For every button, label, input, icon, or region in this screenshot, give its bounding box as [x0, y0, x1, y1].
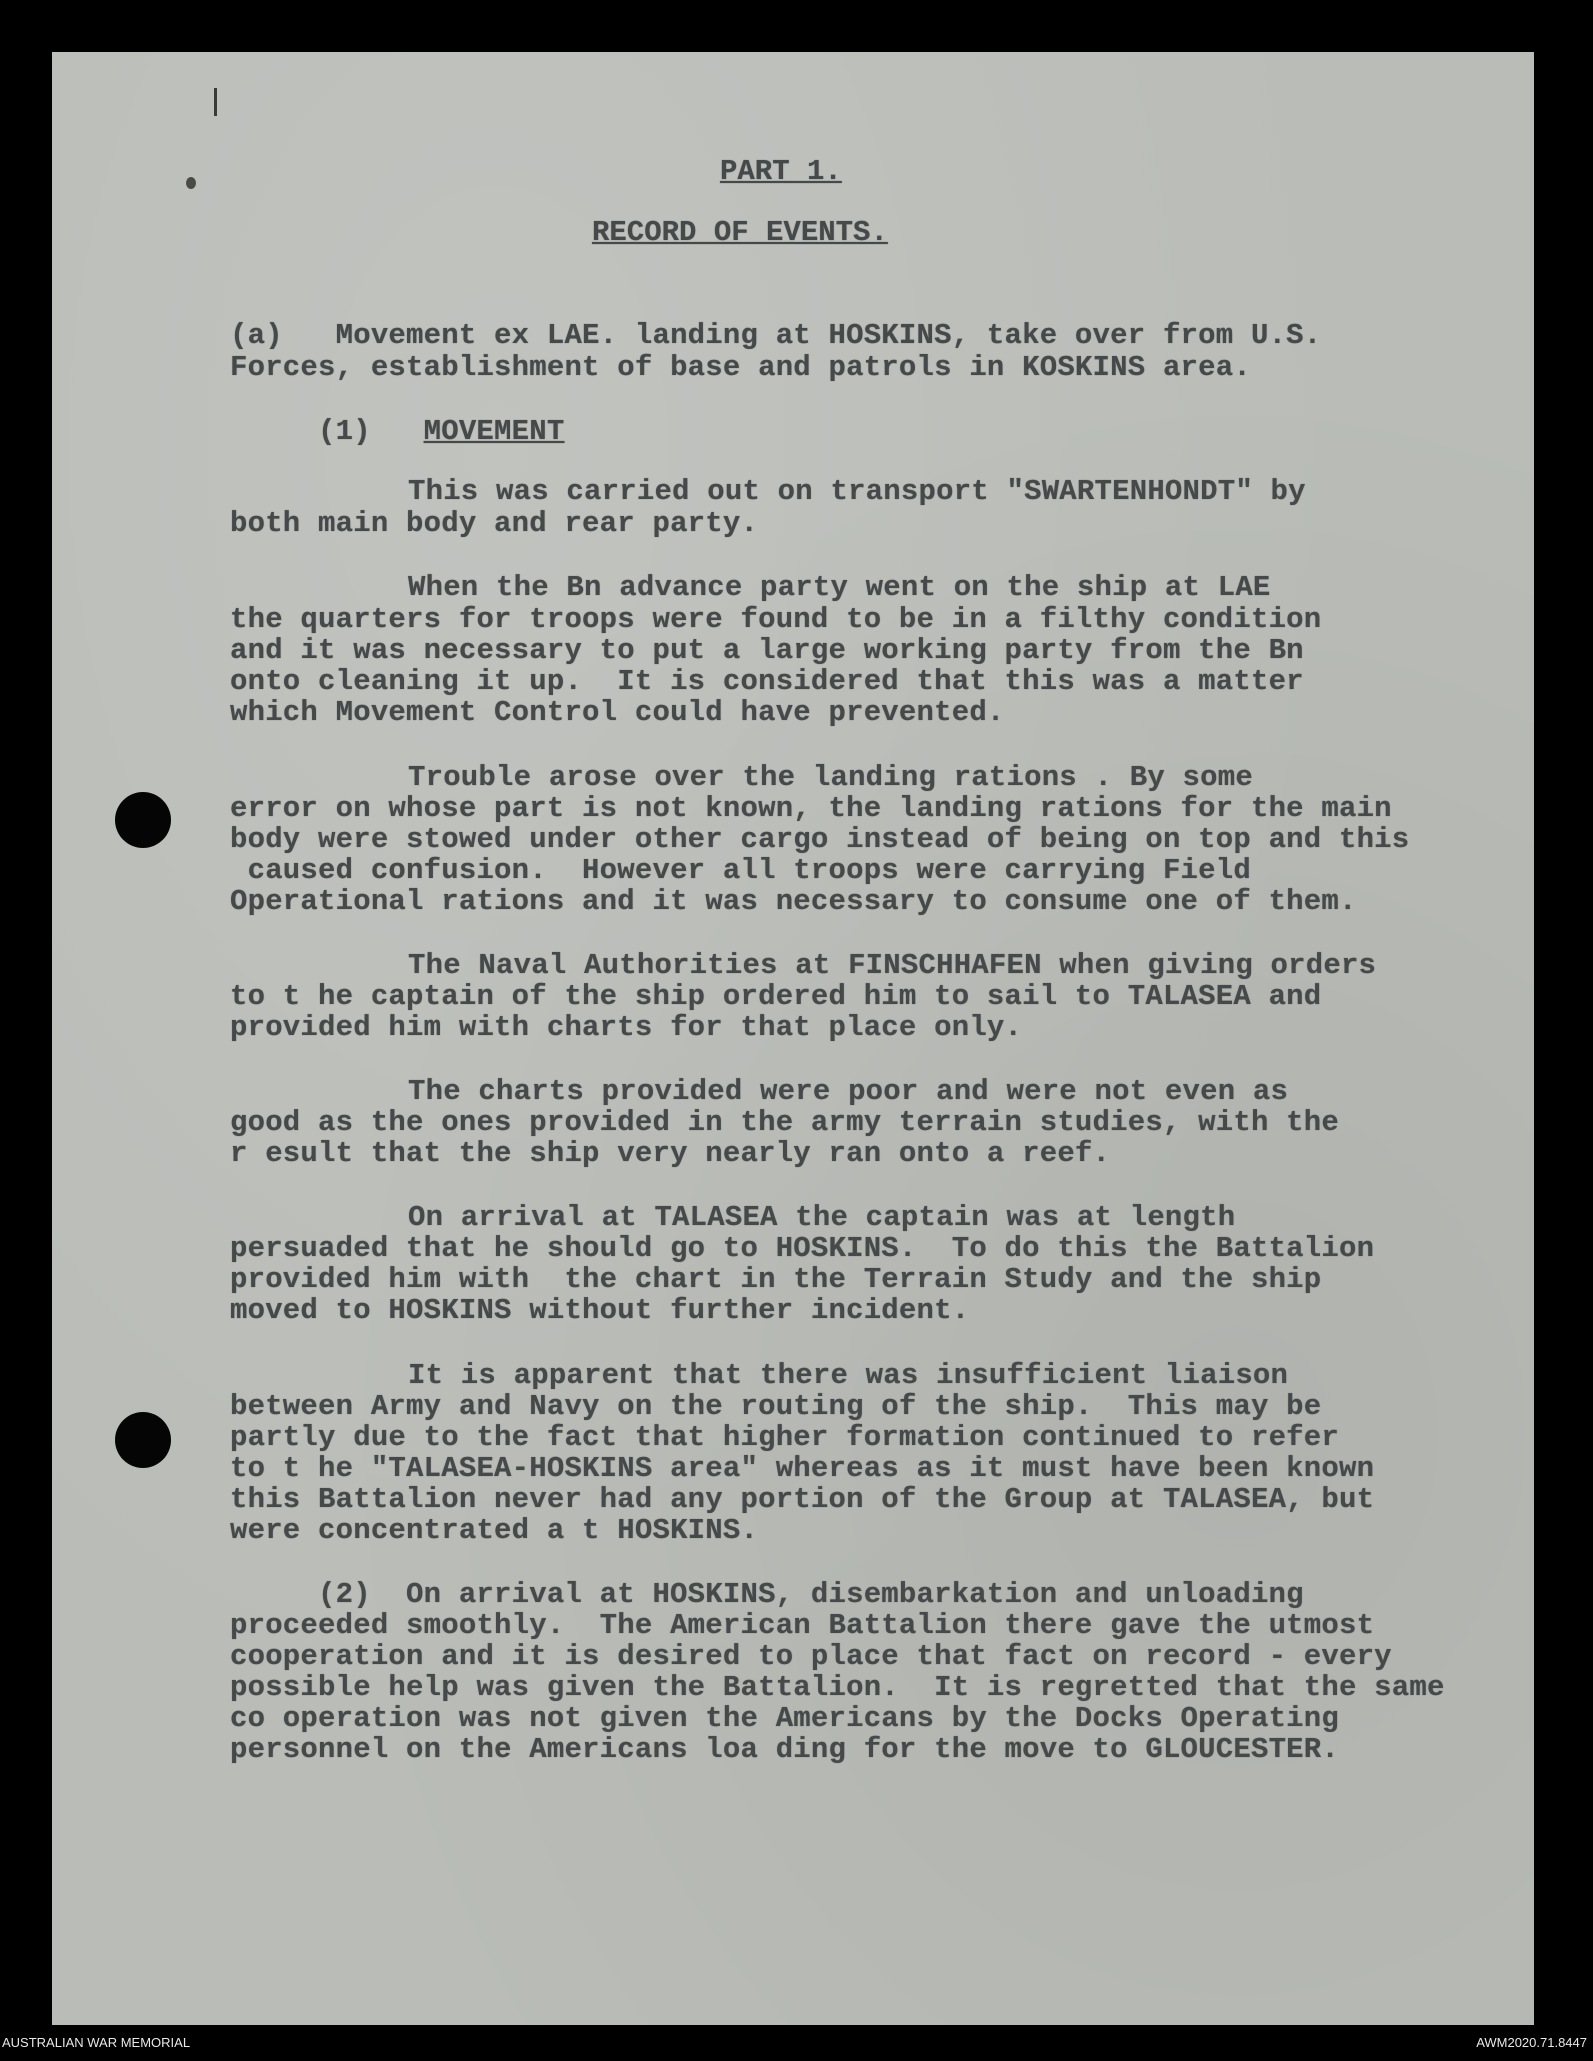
staple-mark: [214, 88, 217, 116]
text-line: Forces, establishment of base and patrols in KOSKINS area.: [230, 351, 1251, 384]
text-line: provided him with charts for that place only.: [230, 1011, 1023, 1044]
text-line: The Naval Authorities at FINSCHHAFEN when giving orders: [408, 949, 1377, 982]
text-line: On arrival at TALASEA the captain was at length: [408, 1201, 1236, 1234]
text-line: caused confusion. However all troops were carrying Field: [230, 854, 1251, 887]
typed-page: [52, 52, 1534, 2025]
text-line: this Battalion never had any portion of the Group at TALASEA, but: [230, 1483, 1375, 1516]
text-line: the quarters for troops were found to be in a filthy condition: [230, 603, 1322, 636]
text-line: When the Bn advance party went on the ship at LAE: [408, 571, 1271, 604]
punch-hole-upper: [115, 792, 171, 848]
text-line: good as the ones provided in the army terrain studies, with the: [230, 1106, 1339, 1139]
text-line: This was carried out on transport "SWARTENHONDT" by: [408, 475, 1306, 508]
text-line: were concentrated a t HOSKINS.: [230, 1514, 759, 1547]
part-heading: PART 1.: [720, 155, 842, 188]
text-line: It is apparent that there was insufficient liaison: [408, 1359, 1289, 1392]
text-line: and it was necessary to put a large working party from the Bn: [230, 634, 1304, 667]
text-line: onto cleaning it up. It is considered that this was a matter: [230, 665, 1304, 698]
text-line: The charts provided were poor and were not even as: [408, 1075, 1289, 1108]
text-line: which Movement Control could have prevented.: [230, 696, 1005, 729]
record-heading: RECORD OF EVENTS.: [592, 216, 888, 249]
text-line: moved to HOSKINS without further incident.: [230, 1294, 970, 1327]
text-line: Trouble arose over the landing rations . By some: [408, 761, 1253, 794]
text-line: provided him with the chart in the Terrain Study and the ship: [230, 1263, 1322, 1296]
ink-blot: [186, 177, 196, 189]
text-line: personnel on the Americans loa ding for the move to GLOUCESTER.: [230, 1733, 1339, 1766]
archive-credit: AUSTRALIAN WAR MEMORIAL: [2, 2035, 191, 2050]
text-line: r esult that the ship very nearly ran onto a reef.: [230, 1137, 1111, 1170]
text-line: error on whose part is not known, the landing rations for the main: [230, 792, 1392, 825]
text-line: (2) On arrival at HOSKINS, disembarkation and unloading: [318, 1578, 1304, 1611]
text-line: to t he "TALASEA-HOSKINS area" whereas as it must have been known: [230, 1452, 1375, 1485]
text-line: Operational rations and it was necessary to consume one of them.: [230, 885, 1357, 918]
text-line: both main body and rear party.: [230, 507, 759, 540]
text-line: proceeded smoothly. The American Battalion there gave the utmost: [230, 1609, 1375, 1642]
text-line: (a) Movement ex LAE. landing at HOSKINS, take over from U.S.: [230, 319, 1322, 352]
text-line: persuaded that he should go to HOSKINS. To do this the Battalion: [230, 1232, 1375, 1265]
text-line: body were stowed under other cargo instead of being on top and this: [230, 823, 1410, 856]
text-line: possible help was given the Battalion. It is regretted that the same: [230, 1671, 1445, 1704]
text-line: between Army and Navy on the routing of the ship. This may be: [230, 1390, 1322, 1423]
punch-hole-lower: [115, 1412, 171, 1468]
text-line: co operation was not given the Americans by the Docks Operating: [230, 1702, 1339, 1735]
archive-reference: AWM2020.71.8447: [1476, 2035, 1587, 2050]
text-line: cooperation and it is desired to place that fact on record - every: [230, 1640, 1392, 1673]
text-line: partly due to the fact that higher formation continued to refer: [230, 1421, 1339, 1454]
section-heading-movement: (1) MOVEMENT: [318, 415, 565, 448]
movement-underlined: MOVEMENT: [423, 415, 565, 448]
text-line: to t he captain of the ship ordered him to sail to TALASEA and: [230, 980, 1322, 1013]
